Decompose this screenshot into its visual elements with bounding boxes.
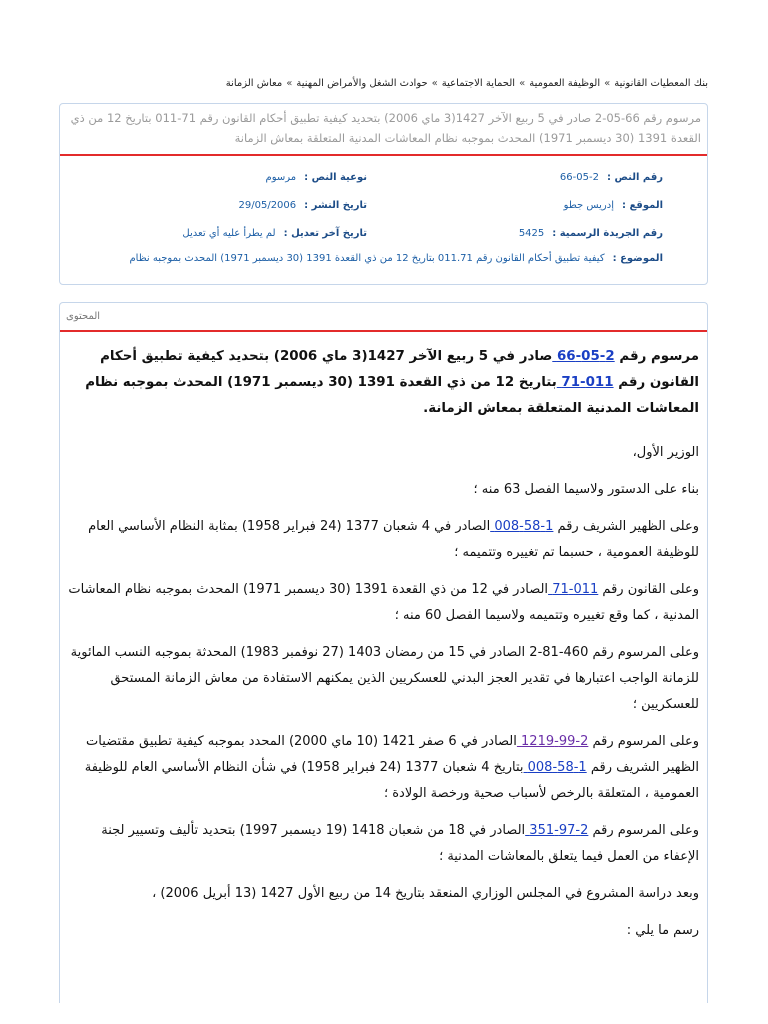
paragraph-text: وعلى القانون رقم	[598, 582, 699, 597]
document-title	[68, 344, 699, 422]
paragraph-text: وعلى الظهير الشريف رقم	[553, 519, 699, 534]
paragraph-text: وعلى المرسوم رقم	[588, 823, 699, 838]
content-card	[59, 302, 708, 1003]
document-metadata	[60, 156, 707, 286]
law-link[interactable]: 011-71	[548, 582, 599, 597]
paragraph-text: وعلى المرسوم رقم	[588, 734, 699, 749]
breadcrumb-item-disability-pension[interactable]: معاش الزمانة	[225, 78, 283, 89]
document-content	[60, 332, 707, 944]
paragraph-text: الصادر في 4 شعبان 1377 (24 فبراير 1958) بمثابة النظام الأساسي العام للوظيفة العمومية ، حسبما تم تغييره وتتميمه ؛	[88, 519, 699, 560]
paragraph	[68, 818, 699, 870]
content-header-label: المحتوى	[66, 311, 101, 322]
field-label: الموضوع :	[612, 253, 663, 264]
breadcrumb-separator: »	[431, 78, 438, 89]
paragraph: وبعد دراسة المشروع في المجلس الوزاري المنعقد بتاريخ 14 من ربيع الأول 1427 (13 أبريل 2006) ،	[152, 886, 699, 901]
field-value: كيفية تطبيق أحكام القانون رقم 011.71 بتاريخ 12 من ذي القعدة 1391 (30 ديسمبر 1971) المحدث بموجبه نظام	[129, 253, 605, 264]
breadcrumb-item-social-protection[interactable]: الحماية الاجتماعية	[441, 78, 516, 89]
decree-link[interactable]: 2-97-351	[525, 823, 589, 838]
breadcrumb-separator: »	[519, 78, 526, 89]
breadcrumb-separator: »	[286, 78, 293, 89]
field-label: رقم النص :	[606, 172, 663, 183]
document-summary-heading: مرسوم رقم 66-05-2 صادر في 5 ربيع الآخر 1427(3 ماي 2006) بتحديد كيفية تطبيق أحكام القانون رقم 71-011 بتاريخ 12 من ذي القعدة 1391 (30 ديسمبر 1971) المحدث بموجبه نظام المعاشات المدنية المتعلقة بمعاش الزمانة	[70, 111, 701, 145]
decree-number-link[interactable]: 2-05-66	[552, 349, 615, 364]
field-label: تاريخ النشر :	[304, 200, 367, 211]
title-text: صادر في 5 ربيع الآخر 1427(3 ماي 2006) بتحديد كيفية تطبيق أحكام القانون رقم	[100, 349, 699, 390]
paragraph	[68, 729, 699, 807]
field-signer	[564, 200, 663, 211]
field-subject	[129, 253, 663, 264]
field-label: الموقع :	[621, 200, 663, 211]
paragraph-text: الصادر في 18 من شعبان 1418 (19 ديسمبر 1997) بتحديد تأليف وتسيير لجنة الإعفاء من العمل فيما يتعلق بالمعاشات المدنية ؛	[101, 823, 699, 864]
document-summary-card	[59, 103, 708, 285]
field-label: رقم الجريدة الرسمية :	[552, 228, 663, 239]
paragraph-text: الصادر في 12 من ذي القعدة 1391 (30 ديسمبر 1971) المحدث بموجبه نظام المعاشات المدنية ، كما وقع تغييره وتتميمه ولاسيما الفصل 60 منه ؛	[68, 582, 699, 623]
field-gazette-number	[519, 228, 663, 239]
breadcrumb-item-work-accidents[interactable]: حوادث الشغل والأمراض المهنية	[296, 78, 428, 89]
field-text-number	[560, 172, 663, 183]
paragraph-text: الصادر في 6 صفر 1421 (10 ماي 2000) المحدد بموجبه كيفية تطبيق مقتضيات الظهير الشريف رقم	[86, 734, 699, 775]
paragraph	[68, 514, 699, 566]
content-header	[60, 303, 707, 330]
field-value: إدريس جطو	[563, 200, 614, 211]
paragraph: رسم ما يلي :	[626, 923, 699, 938]
decree-link[interactable]: 2-99-1219	[516, 734, 589, 749]
field-last-modified	[182, 228, 367, 239]
breadcrumb-item-civil-service[interactable]: الوظيفة العمومية	[529, 78, 601, 89]
field-value: 5425	[518, 228, 545, 239]
field-value: لم يطرأ عليه أي تعديل	[182, 228, 276, 239]
paragraph: وعلى المرسوم رقم 460-81-2 الصادر في 15 من رمضان 1403 (27 نوفمبر 1983) المحدثة بموجبه النسب المائوية للزمانة الواجب اعتبارها في تقدير العجز البدني للعسكريين الذين يمكنهم الاستفادة من معاش الزمانة المستحق للعسكريين ؛	[70, 645, 699, 712]
field-text-type	[266, 172, 368, 183]
paragraph	[68, 577, 699, 629]
breadcrumb-separator: »	[604, 78, 611, 89]
field-publication-date	[239, 200, 368, 211]
title-text: بتاريخ 12 من ذي القعدة 1391 (30 ديسمبر 1971) المحدث بموجبه نظام المعاشات المدنية المتعلقة بمعاش الزمانة.	[85, 375, 699, 416]
paragraph-text: بتاريخ 4 شعبان 1377 (24 فبراير 1958) في شأن النظام الأساسي العام للوظيفة العمومية ، المتعلقة بالرخص لأسباب صحية ورخصة الولادة ؛	[84, 760, 699, 801]
field-value: 29/05/2006	[238, 200, 297, 211]
title-text: مرسوم رقم	[614, 349, 699, 364]
law-number-link[interactable]: 011-71	[556, 375, 614, 390]
paragraph: بناء على الدستور ولاسيما الفصل 63 منه ؛	[473, 482, 699, 497]
paragraph: الوزير الأول،	[632, 445, 699, 460]
field-value: 2-05-66	[559, 172, 599, 183]
field-label: نوعية النص :	[304, 172, 367, 183]
field-value: مرسوم	[265, 172, 297, 183]
dahir-link[interactable]: 1-58-008	[490, 519, 554, 534]
breadcrumb-item-legal-db[interactable]: بنك المعطيات القانونية	[614, 78, 708, 89]
field-label: تاريخ آخر تعديل :	[283, 228, 367, 239]
breadcrumb	[58, 78, 708, 89]
dahir-link[interactable]: 1-58-008	[523, 760, 587, 775]
